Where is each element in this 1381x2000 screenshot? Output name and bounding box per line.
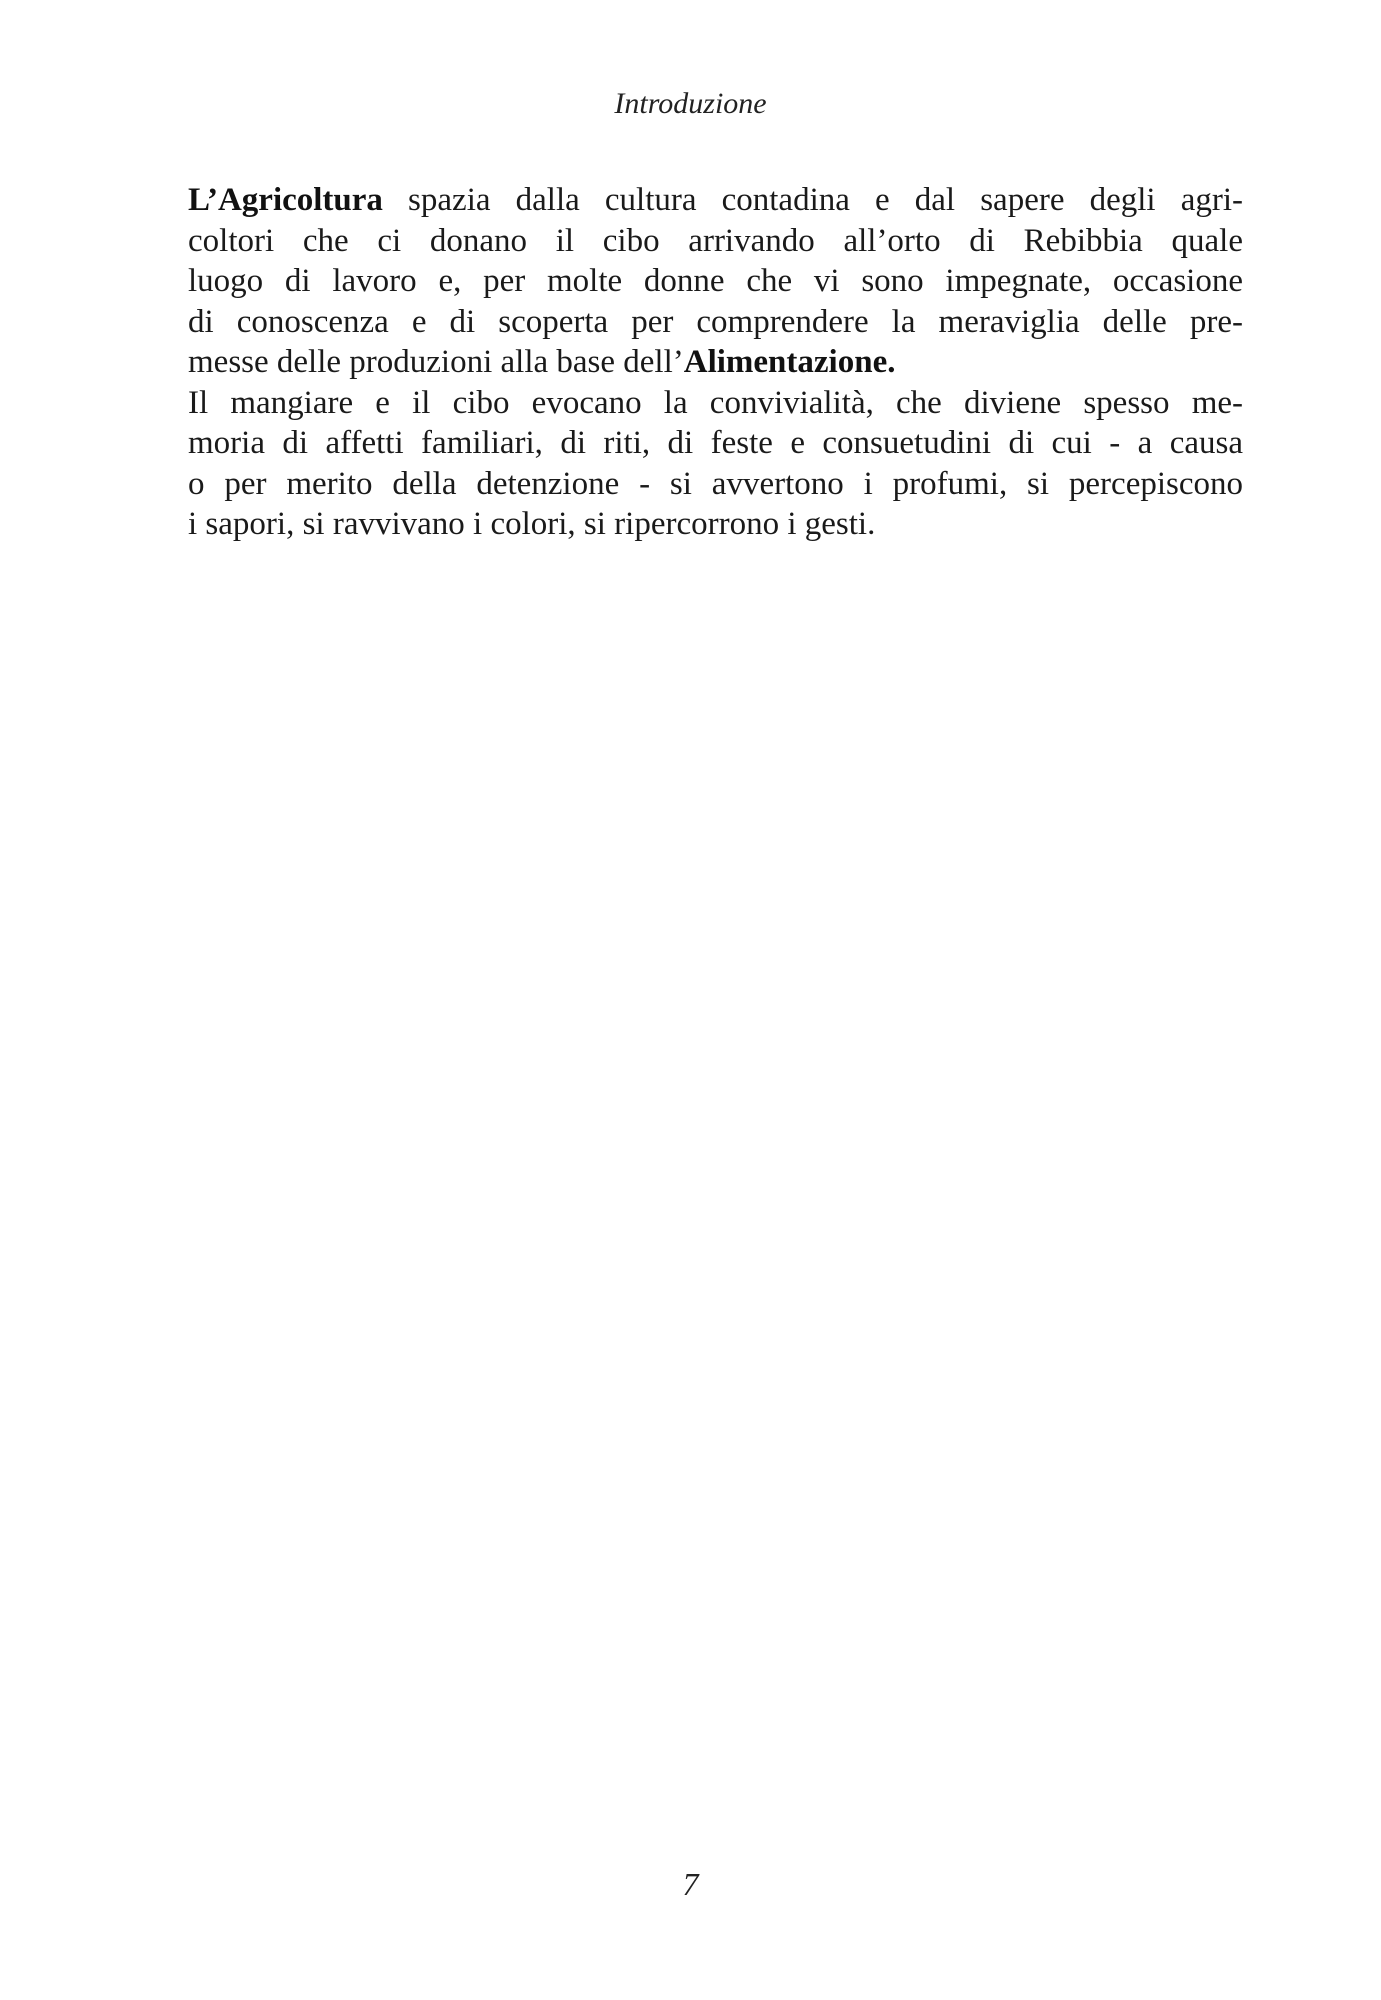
text-run: moria di affetti familiari, di riti, di feste e consuetudini di cui - a causa	[188, 425, 1243, 461]
text-line	[188, 180, 1243, 221]
text-line	[188, 383, 1243, 424]
bold-term: L’Agricoltura	[188, 182, 383, 218]
paragraph-mangiare	[188, 383, 1243, 545]
text-run: coltori che ci donano il cibo arrivando all’orto di Rebibbia quale	[188, 222, 1243, 259]
text-run: o per merito della detenzione - si avvertono i profumi, si percepiscono	[188, 465, 1243, 502]
text-line	[188, 504, 1243, 545]
text-line	[188, 423, 1243, 464]
text-run: di conoscenza e di scoperta per comprendere la meraviglia delle pre-	[188, 303, 1243, 340]
text-line	[188, 221, 1243, 262]
text-run: messe delle produzioni alla base dell’	[188, 344, 684, 380]
text-run: luogo di lavoro e, per molte donne che vi sono impegnate, occasione	[188, 263, 1243, 299]
running-header: Introduzione	[614, 87, 767, 120]
text-run: i sapori, si ravvivano i colori, si ripercorrono i gesti.	[188, 506, 876, 542]
body-text	[188, 180, 1243, 545]
text-run: Il mangiare e il cibo evocano la convivialità, che diviene spesso me-	[188, 384, 1243, 421]
bold-term: Alimentazione.	[683, 344, 896, 380]
text-line	[188, 302, 1243, 343]
text-line	[188, 342, 1243, 383]
text-line	[188, 464, 1243, 505]
page-number: 7	[682, 1866, 699, 1902]
paragraph-agricoltura	[188, 180, 1243, 383]
text-run: spazia dalla cultura contadina e dal sapere degli agri-	[382, 182, 1243, 218]
text-line	[188, 261, 1243, 302]
